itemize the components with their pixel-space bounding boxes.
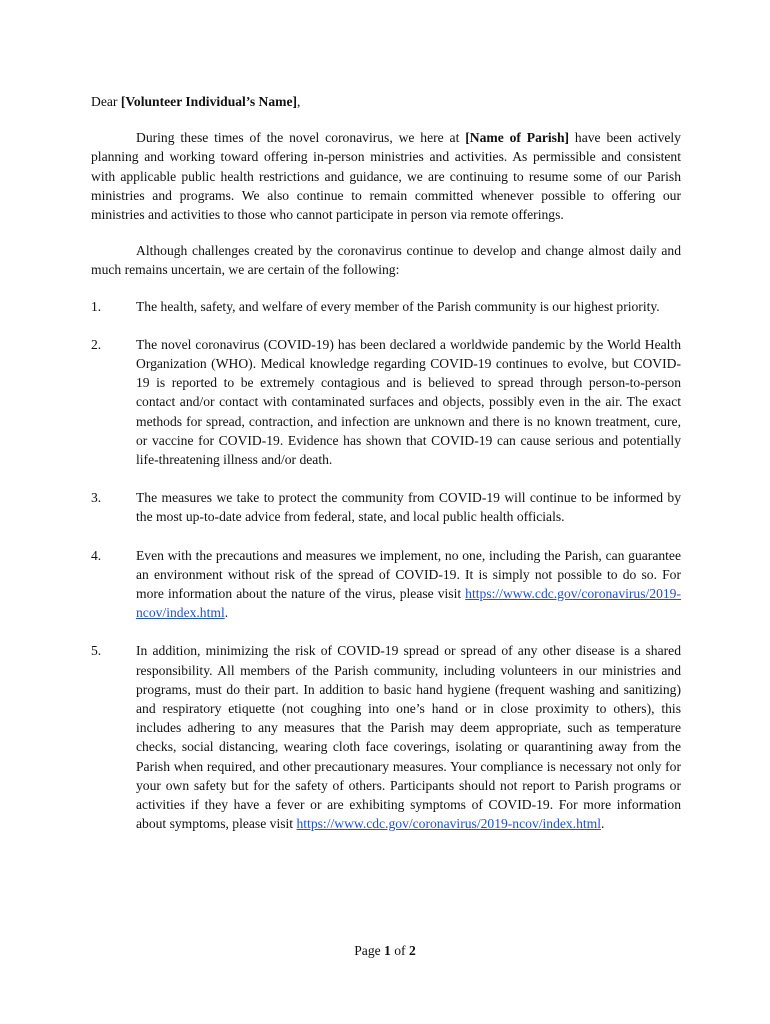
list-item-text: Even with the precautions and measures we implement, no one, including the Parish, can guarantee an environment without risk of the spread of COVID-19. It is simply not possible to do so. For more information about the nature of the virus, please visit: [136, 547, 681, 602]
list-item: [91, 488, 681, 526]
list-item-number: 5.: [91, 643, 102, 659]
list-item-text: The measures we take to protect the community from COVID-19 will continue to be informed by the most up-to-date advice from federal, state, and local public health officials.: [136, 490, 681, 525]
intro-paragraph: [91, 128, 681, 224]
intro-before: During these times of the novel coronavirus, we here at: [136, 130, 466, 146]
list-item-number: 3.: [91, 490, 102, 506]
list-item: [91, 335, 681, 469]
list-item-text: The health, safety, and welfare of every member of the Parish community is our highest priority.: [136, 298, 660, 314]
salutation-suffix: ,: [297, 94, 301, 109]
list-item-text: In addition, minimizing the risk of COVID-19 spread or spread of any other disease is a shared responsibility. All members of the Parish community, including volunteers in our ministries and programs, must do their part. In addition to basic hand hygiene (frequent washing and sanitizing) and respiratory etiquette (not coughing into one’s hand or in close proximity to others), this includes adhering to any measures that the Parish may deem appropriate, such as temperature checks, social distancing, wearing cloth face coverings, isolating or quarantining away from the Parish when required, and other precautionary measures. Your compliance is necessary not only for your own safety but for the safety of others. Participants should not report to Parish programs or activities if they have a fever or are exhibiting symptoms of COVID-19. For more information about symptoms, please visit: [136, 643, 681, 832]
page-footer: [0, 943, 770, 959]
parish-name-placeholder: [Name of Parish]: [465, 130, 570, 146]
lead-paragraph: Although challenges created by the coronavirus continue to develop and change almost daily and much remains uncertain, we are certain of the following:: [91, 243, 681, 278]
list-item: [91, 641, 681, 833]
list-item-number: 4.: [91, 547, 102, 563]
list-item-number: 1.: [91, 298, 102, 314]
current-page-number: 1: [384, 943, 391, 958]
cdc-link[interactable]: https://www.cdc.gov/coronavirus/2019-ncov/index.html: [136, 586, 681, 621]
list-item: [91, 297, 681, 316]
of-word: of: [390, 943, 409, 958]
list-item-text: The novel coronavirus (COVID-19) has been declared a worldwide pandemic by the World Health Organization (WHO). Medical knowledge regarding COVID-19 continues to evolve, but COVID-19 is reported to be extremely contagious and is believed to spread through person-to-person contact and/or contact with contaminated surfaces and objects, possibly even in the air. The exact methods for spread, contraction, and infection are unknown and there is no known treatment, cure, or vaccine for COVID-19. Evidence has shown that COVID-19 can cause serious and potentially life-threatening illness and/or death.: [136, 336, 681, 468]
volunteer-name-placeholder: [Volunteer Individual’s Name]: [120, 94, 298, 109]
list-item-after: .: [224, 605, 229, 621]
total-pages-number: 2: [408, 943, 416, 958]
list-item: [91, 546, 681, 623]
list-item-after: .: [601, 816, 605, 832]
salutation-prefix: Dear: [91, 94, 121, 109]
intro-after: have been actively planning and working toward offering in-person ministries and activities. As permissible and consistent with applicable public health restrictions and guidance, we are continuing to resume some of our Parish ministries and programs. We also continue to remain committed whenever possible to offering our ministries and activities to those who cannot participate in person via remote offerings.: [91, 130, 681, 223]
salutation: [91, 92, 681, 111]
cdc-symptoms-link[interactable]: https://www.cdc.gov/coronavirus/2019-ncov/index.html: [296, 816, 602, 832]
numbered-list: [91, 297, 681, 834]
letter-body: [91, 92, 681, 853]
list-item-number: 2.: [91, 336, 102, 352]
page-word: Page: [354, 943, 385, 958]
